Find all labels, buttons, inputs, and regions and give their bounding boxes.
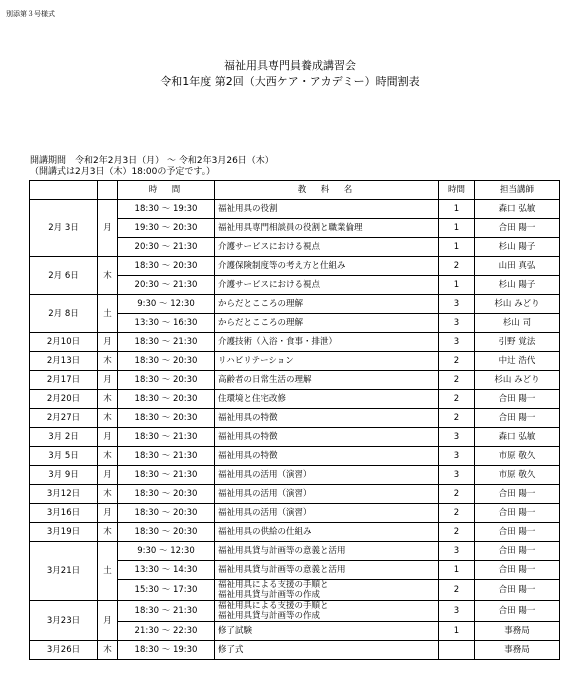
- session-date: 2月13日: [30, 352, 98, 371]
- session-date: 2月10日: [30, 333, 98, 352]
- session-date: 3月26日: [30, 641, 98, 660]
- session-weekday: 木: [98, 352, 118, 371]
- session-time: 13:30 ～ 14:30: [118, 561, 215, 580]
- session-time: 20:30 ～ 21:30: [118, 238, 215, 257]
- table-row: [30, 257, 560, 276]
- session-time: 20:30 ～ 21:30: [118, 276, 215, 295]
- session-time: 18:30 ～ 21:30: [118, 428, 215, 447]
- session-hours: 2: [439, 257, 475, 276]
- session-subject-line: 福祉用具による支援の手順と: [218, 601, 329, 611]
- session-instructor: 杉山 陽子: [475, 238, 560, 257]
- session-date: 3月 2日: [30, 428, 98, 447]
- session-hours: 3: [439, 466, 475, 485]
- session-subject: 福祉用具貸与計画等の意義と活用: [215, 561, 439, 580]
- session-subject: 介護技術（入浴・食事・排泄）: [215, 333, 439, 352]
- session-time: 18:30 ～ 20:30: [118, 371, 215, 390]
- session-instructor: 市原 敬久: [475, 466, 560, 485]
- session-time: 18:30 ～ 21:30: [118, 466, 215, 485]
- session-hours: 3: [439, 295, 475, 314]
- session-hours: 3: [439, 314, 475, 333]
- session-date: 3月16日: [30, 504, 98, 523]
- session-date: 3月23日: [30, 601, 98, 641]
- header-weekday: [98, 181, 118, 200]
- session-time: 18:30 ～ 20:30: [118, 504, 215, 523]
- session-subject: 介護サービスにおける視点: [215, 238, 439, 257]
- form-label: 別添第３号様式: [6, 10, 55, 18]
- table-row: [30, 601, 560, 622]
- document-title: 福祉用具専門員養成講習会: [224, 59, 356, 72]
- session-subject: 福祉用具の活用（演習）: [215, 485, 439, 504]
- session-hours: [439, 641, 475, 660]
- session-subject: 福祉用具の特徴: [215, 409, 439, 428]
- session-weekday: 木: [98, 641, 118, 660]
- session-time: 18:30 ～ 20:30: [118, 390, 215, 409]
- session-instructor: 合田 陽一: [475, 561, 560, 580]
- session-instructor: 市原 敬久: [475, 447, 560, 466]
- session-instructor: 杉山 司: [475, 314, 560, 333]
- header-date: [30, 181, 98, 200]
- session-subject: リハビリテーション: [215, 352, 439, 371]
- session-date: 3月 5日: [30, 447, 98, 466]
- session-time: 21:30 ～ 22:30: [118, 622, 215, 641]
- session-subject-line: 福祉用具による支援の手順と: [218, 580, 329, 590]
- session-hours: 2: [439, 371, 475, 390]
- session-weekday: 木: [98, 390, 118, 409]
- session-weekday: 月: [98, 200, 118, 257]
- session-instructor: 合田 陽一: [475, 542, 560, 561]
- session-time: 18:30 ～ 21:30: [118, 333, 215, 352]
- session-hours: 2: [439, 485, 475, 504]
- session-time: 18:30 ～ 19:30: [118, 641, 215, 660]
- session-hours: 2: [439, 580, 475, 601]
- session-subject: [215, 601, 439, 622]
- session-hours: 1: [439, 219, 475, 238]
- course-period: 開講期間 令和2年2月3日（月） ～ 令和2年3月26日（木）: [30, 156, 274, 166]
- session-instructor: 合田 陽一: [475, 219, 560, 238]
- session-instructor: 森口 弘敏: [475, 428, 560, 447]
- session-instructor: 合田 陽一: [475, 409, 560, 428]
- table-row: [30, 371, 560, 390]
- session-weekday: 月: [98, 428, 118, 447]
- session-weekday: 木: [98, 447, 118, 466]
- session-time: 18:30 ～ 21:30: [118, 601, 215, 622]
- session-hours: 3: [439, 428, 475, 447]
- header-instructor: 担当講師: [475, 181, 560, 200]
- table-row: [30, 295, 560, 314]
- session-hours: 1: [439, 276, 475, 295]
- session-date: 2月20日: [30, 390, 98, 409]
- session-weekday: 月: [98, 371, 118, 390]
- table-row: [30, 352, 560, 371]
- session-instructor: 杉山 みどり: [475, 295, 560, 314]
- session-time: 18:30 ～ 20:30: [118, 352, 215, 371]
- session-instructor: 事務局: [475, 641, 560, 660]
- session-subject: 住環境と住宅改修: [215, 390, 439, 409]
- table-row: [30, 466, 560, 485]
- session-time: 19:30 ～ 20:30: [118, 219, 215, 238]
- table-row: [30, 447, 560, 466]
- table-row: [30, 523, 560, 542]
- header-subject: 教 科 名: [215, 181, 439, 200]
- session-weekday: 木: [98, 409, 118, 428]
- document-subtitle: 令和1年度 第2回（大西ケア・アカデミー）時間割表: [160, 75, 420, 88]
- session-subject: 修了試験: [215, 622, 439, 641]
- session-weekday: 木: [98, 485, 118, 504]
- table-row: [30, 390, 560, 409]
- session-weekday: 月: [98, 504, 118, 523]
- session-weekday: 月: [98, 601, 118, 641]
- session-subject: 福祉用具の活用（演習）: [215, 466, 439, 485]
- session-subject: 福祉用具の特徴: [215, 428, 439, 447]
- table-row: [30, 200, 560, 219]
- session-date: 2月 6日: [30, 257, 98, 295]
- session-hours: 3: [439, 333, 475, 352]
- session-subject: 福祉用具の特徴: [215, 447, 439, 466]
- table-row: [30, 641, 560, 660]
- session-time: 9:30 ～ 12:30: [118, 295, 215, 314]
- session-instructor: 合田 陽一: [475, 485, 560, 504]
- session-subject: 介護保険制度等の考え方と仕組み: [215, 257, 439, 276]
- session-time: 15:30 ～ 17:30: [118, 580, 215, 601]
- session-date: 2月27日: [30, 409, 98, 428]
- session-subject: 介護サービスにおける視点: [215, 276, 439, 295]
- session-date: 2月 8日: [30, 295, 98, 333]
- session-time: 18:30 ～ 20:30: [118, 257, 215, 276]
- session-subject: 福祉用具の活用（演習）: [215, 504, 439, 523]
- session-instructor: 合田 陽一: [475, 523, 560, 542]
- schedule-body: [30, 200, 560, 660]
- session-instructor: 合田 陽一: [475, 601, 560, 622]
- session-instructor: 事務局: [475, 622, 560, 641]
- table-row: [30, 504, 560, 523]
- session-hours: 3: [439, 447, 475, 466]
- session-subject: 福祉用具の役割: [215, 200, 439, 219]
- session-subject-line: 福祉用具貸与計画等の作成: [218, 590, 321, 600]
- session-date: 3月21日: [30, 542, 98, 601]
- session-subject: 福祉用具の供給の仕組み: [215, 523, 439, 542]
- session-time: 18:30 ～ 20:30: [118, 485, 215, 504]
- session-instructor: 合田 陽一: [475, 580, 560, 601]
- session-instructor: 山田 真弘: [475, 257, 560, 276]
- session-instructor: 杉山 みどり: [475, 371, 560, 390]
- session-time: 18:30 ～ 21:30: [118, 447, 215, 466]
- opening-ceremony-note: （開講式は2月3日（木）18:00の予定です。）: [30, 167, 216, 177]
- table-row: [30, 428, 560, 447]
- table-row: [30, 542, 560, 561]
- session-weekday: 土: [98, 295, 118, 333]
- session-instructor: 合田 陽一: [475, 390, 560, 409]
- session-instructor: 杉山 陽子: [475, 276, 560, 295]
- session-instructor: 合田 陽一: [475, 504, 560, 523]
- session-weekday: 木: [98, 523, 118, 542]
- session-hours: 1: [439, 238, 475, 257]
- session-time: 18:30 ～ 20:30: [118, 409, 215, 428]
- session-subject: からだとこころの理解: [215, 314, 439, 333]
- session-weekday: 土: [98, 542, 118, 601]
- session-date: 3月12日: [30, 485, 98, 504]
- table-row: [30, 333, 560, 352]
- session-time: 13:30 ～ 16:30: [118, 314, 215, 333]
- session-hours: 3: [439, 601, 475, 622]
- header-time: 時 間: [118, 181, 215, 200]
- session-hours: 1: [439, 200, 475, 219]
- session-hours: 2: [439, 352, 475, 371]
- session-date: 2月17日: [30, 371, 98, 390]
- session-subject: からだとこころの理解: [215, 295, 439, 314]
- session-date: 3月19日: [30, 523, 98, 542]
- session-hours: 2: [439, 409, 475, 428]
- session-date: 2月 3日: [30, 200, 98, 257]
- session-subject: 高齢者の日常生活の理解: [215, 371, 439, 390]
- session-instructor: 引野 覚法: [475, 333, 560, 352]
- table-row: [30, 485, 560, 504]
- session-hours: 2: [439, 390, 475, 409]
- session-time: 9:30 ～ 12:30: [118, 542, 215, 561]
- session-hours: 1: [439, 561, 475, 580]
- session-instructor: 森口 弘敏: [475, 200, 560, 219]
- session-subject-line: 福祉用具貸与計画等の作成: [218, 611, 321, 621]
- session-time: 18:30 ～ 19:30: [118, 200, 215, 219]
- session-hours: 2: [439, 504, 475, 523]
- schedule-table: [29, 180, 560, 660]
- session-hours: 1: [439, 622, 475, 641]
- table-row: [30, 409, 560, 428]
- session-subject: 福祉用具貸与計画等の意義と活用: [215, 542, 439, 561]
- session-weekday: 木: [98, 257, 118, 295]
- session-hours: 2: [439, 523, 475, 542]
- session-date: 3月 9日: [30, 466, 98, 485]
- session-instructor: 中辻 浩代: [475, 352, 560, 371]
- session-time: 18:30 ～ 20:30: [118, 523, 215, 542]
- table-header-row: [30, 181, 560, 200]
- session-subject: [215, 580, 439, 601]
- session-weekday: 月: [98, 333, 118, 352]
- session-subject: 福祉用具専門相談員の役割と職業倫理: [215, 219, 439, 238]
- session-subject: 修了式: [215, 641, 439, 660]
- session-weekday: 月: [98, 466, 118, 485]
- header-hours: 時間: [439, 181, 475, 200]
- session-hours: 3: [439, 542, 475, 561]
